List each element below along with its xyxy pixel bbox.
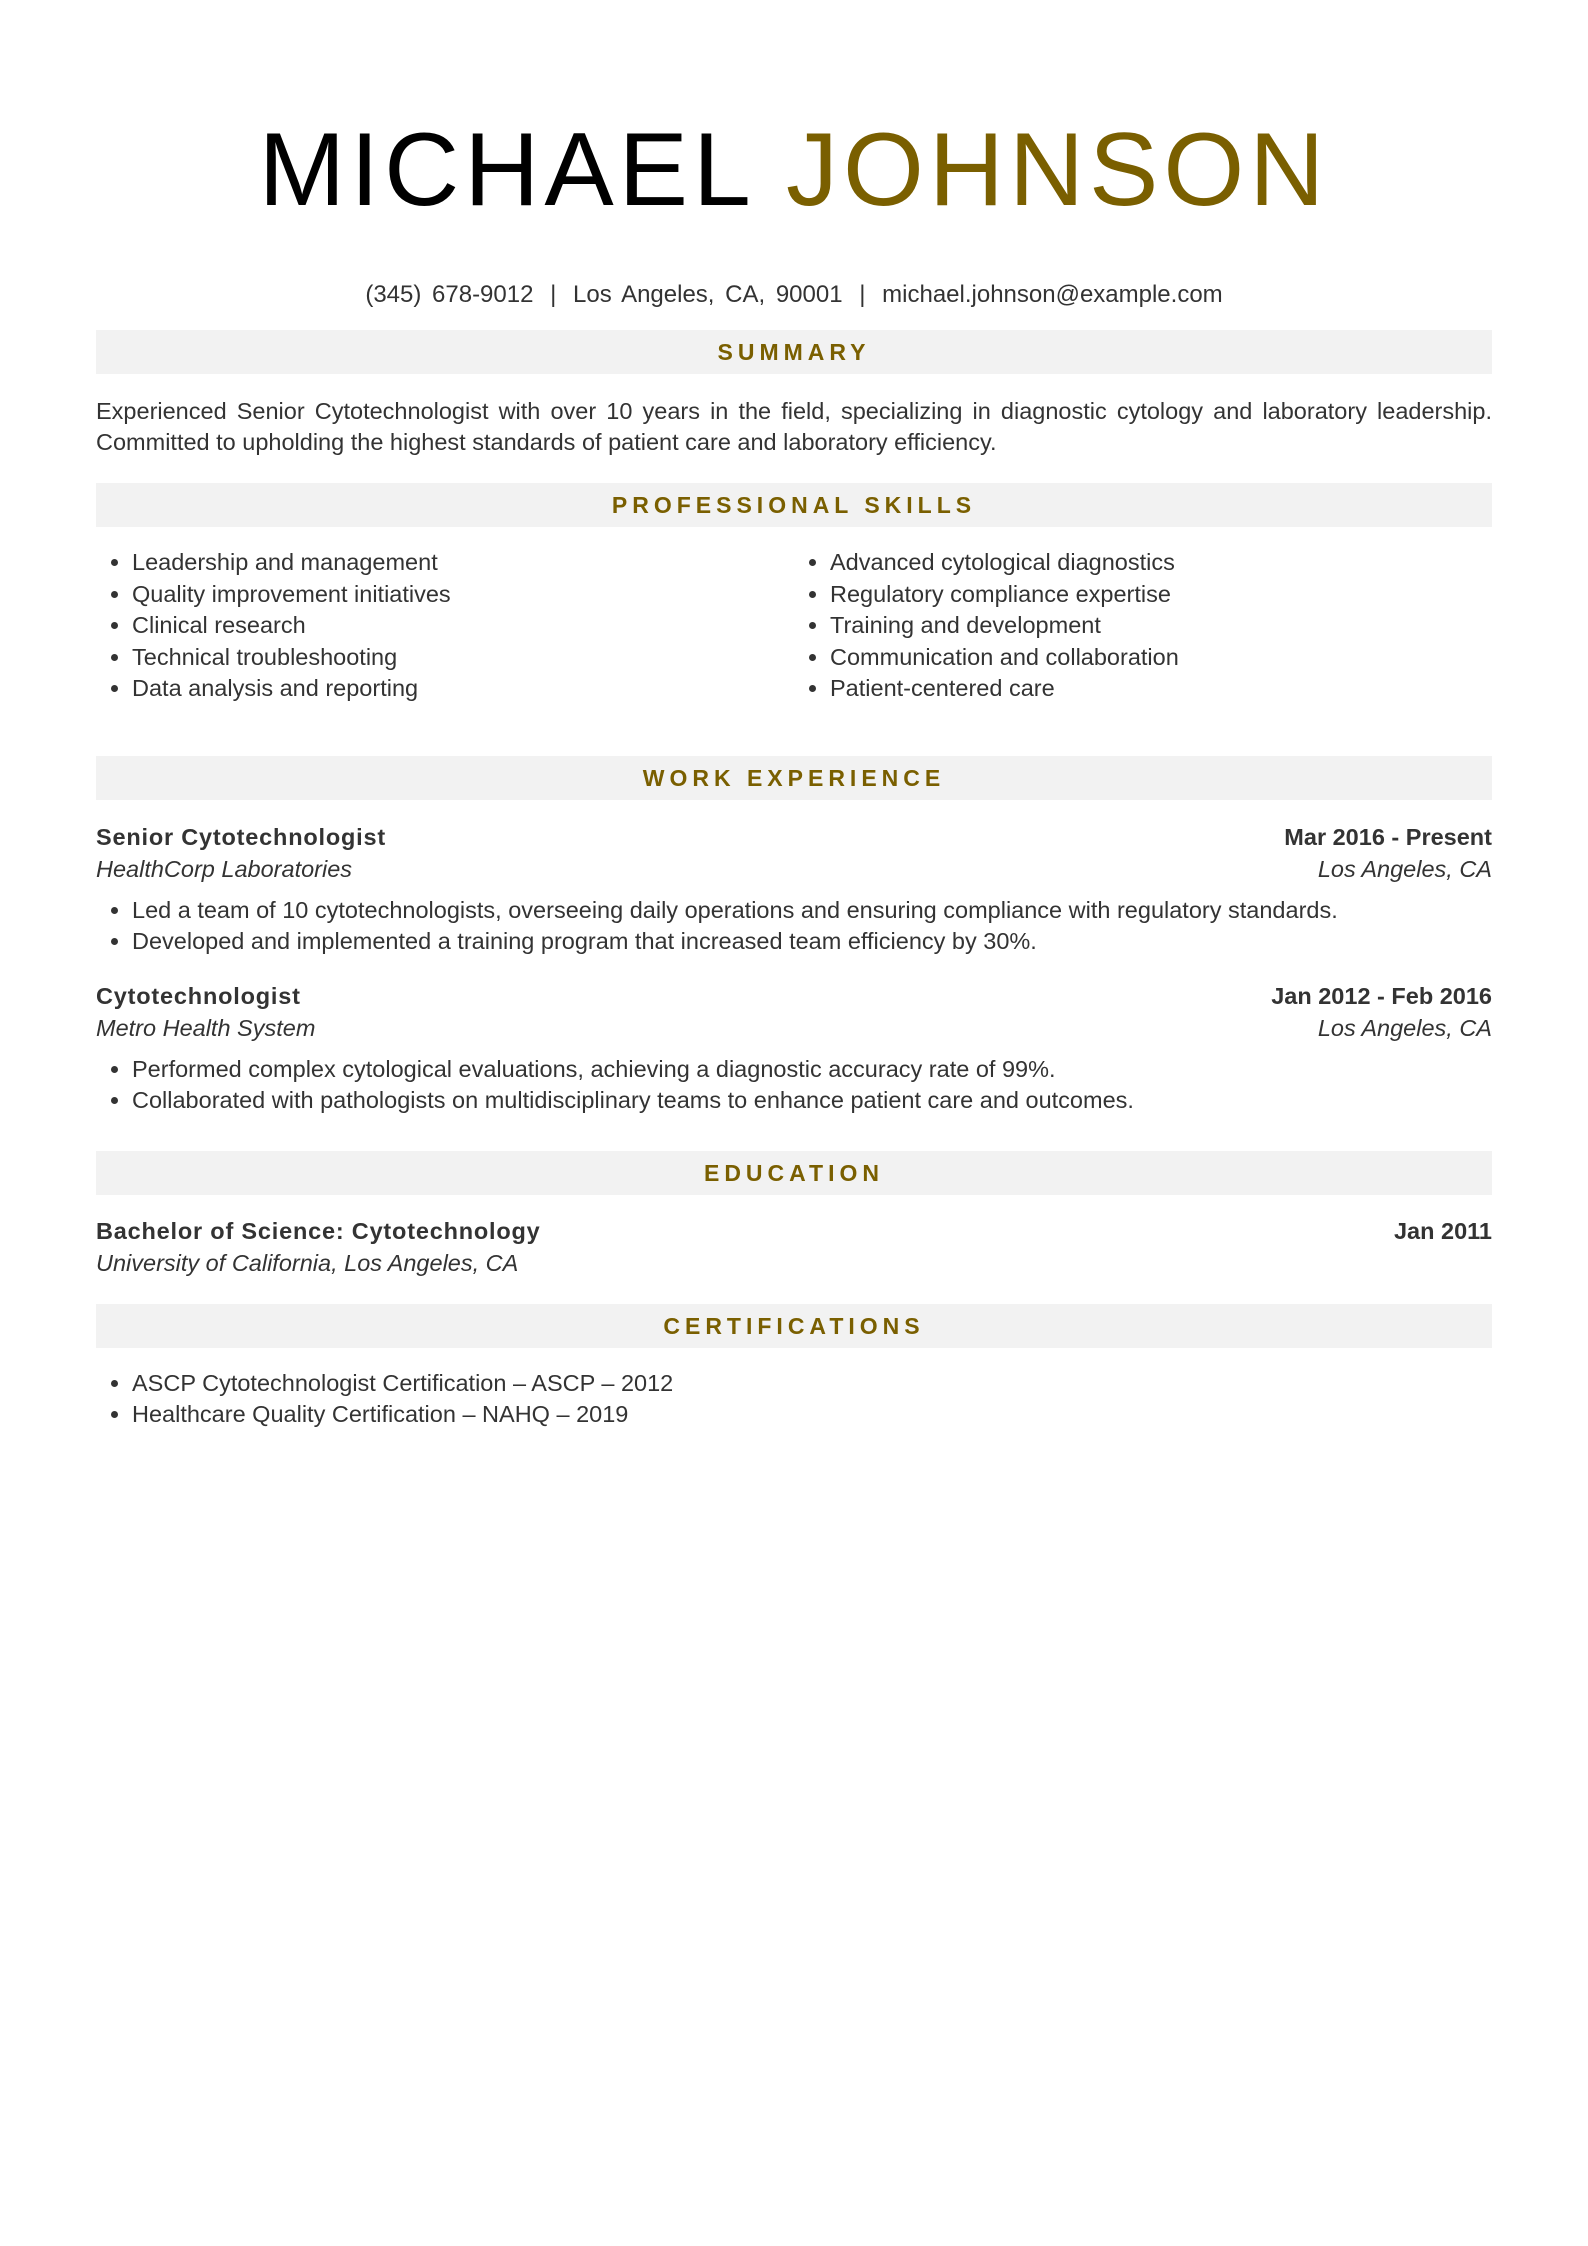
separator: | xyxy=(550,281,557,308)
email: michael.johnson@example.com xyxy=(882,281,1223,308)
skill-item: • Communication and collaboration xyxy=(830,642,1492,674)
summary-text: Experienced Senior Cytotechnologist with over 10 years in the field, specializing in diagnostic cytology and laboratory leadership. Committed to upholding the highest standards of patient care and laboratory efficiency. xyxy=(96,398,1492,455)
skill-item: • Training and development xyxy=(830,610,1492,642)
skill-item: • Patient-centered care xyxy=(830,673,1492,705)
job-title: Cytotechnologist xyxy=(96,982,301,1009)
certification-item: • Healthcare Quality Certification – NAHQ – 2019 xyxy=(132,1399,1492,1431)
certifications-list xyxy=(96,1368,1492,1431)
skill-item: • Leadership and management xyxy=(132,547,794,579)
contact-line xyxy=(96,280,1492,310)
skill-item: • Clinical research xyxy=(132,610,794,642)
summary-header: SUMMARY xyxy=(96,330,1492,374)
job-header-row xyxy=(96,821,1492,853)
education-header-row xyxy=(96,1215,1492,1247)
last-name: JOHNSON xyxy=(785,112,1330,228)
job-dates: Mar 2016 - Present xyxy=(1284,823,1492,850)
skill-item: • Regulatory compliance expertise xyxy=(830,579,1492,611)
skills-column-left xyxy=(96,547,794,705)
job-company: HealthCorp Laboratories xyxy=(96,855,353,882)
job-bullets xyxy=(96,895,1492,958)
job-entry xyxy=(96,980,1492,1117)
school: University of California, Los Angeles, CA xyxy=(96,1249,519,1276)
job-title: Senior Cytotechnologist xyxy=(96,823,386,850)
degree: Bachelor of Science: Cytotechnology xyxy=(96,1217,541,1244)
job-bullet: • Developed and implemented a training program that increased team efficiency by 30%. xyxy=(132,926,1492,958)
education-entry xyxy=(96,1215,1492,1279)
job-dates: Jan 2012 - Feb 2016 xyxy=(1271,982,1492,1009)
job-location: Los Angeles, CA xyxy=(1317,1014,1492,1041)
skill-item: • Technical troubleshooting xyxy=(132,642,794,674)
skill-item: • Advanced cytological diagnostics xyxy=(830,547,1492,579)
skill-item: • Data analysis and reporting xyxy=(132,673,794,705)
skill-item: • Quality improvement initiatives xyxy=(132,579,794,611)
job-header-row xyxy=(96,980,1492,1012)
experience-header: WORK EXPERIENCE xyxy=(96,756,1492,800)
skills-grid xyxy=(96,547,1492,705)
job-bullet: • Collaborated with pathologists on multidisciplinary teams to enhance patient care and outcomes. xyxy=(132,1085,1492,1117)
job-bullet: • Performed complex cytological evaluations, achieving a diagnostic accuracy rate of 99%. xyxy=(132,1054,1492,1086)
job-subheader-row xyxy=(96,853,1492,885)
separator: | xyxy=(859,281,866,308)
certifications-header: CERTIFICATIONS xyxy=(96,1304,1492,1348)
candidate-name xyxy=(96,0,1492,238)
job-company: Metro Health System xyxy=(96,1014,316,1041)
education-header: EDUCATION xyxy=(96,1151,1492,1195)
first-name: MICHAEL xyxy=(258,112,753,228)
address: Los Angeles, CA, 90001 xyxy=(573,281,843,308)
job-subheader-row xyxy=(96,1012,1492,1044)
job-bullet: • Led a team of 10 cytotechnologists, overseeing daily operations and ensuring compliance with regulatory standards. xyxy=(132,895,1492,927)
skills-header: PROFESSIONAL SKILLS xyxy=(96,483,1492,527)
skills-column-right xyxy=(794,547,1492,705)
skills-list-right xyxy=(794,547,1492,705)
education-subheader-row xyxy=(96,1247,1492,1279)
education-date: Jan 2011 xyxy=(1393,1217,1492,1244)
job-bullets xyxy=(96,1054,1492,1117)
certification-item: • ASCP Cytotechnologist Certification – ASCP – 2012 xyxy=(132,1368,1492,1400)
skills-list-left xyxy=(96,547,794,705)
phone: (345) 678-9012 xyxy=(365,281,534,308)
job-entry xyxy=(96,821,1492,958)
job-location: Los Angeles, CA xyxy=(1317,855,1492,882)
